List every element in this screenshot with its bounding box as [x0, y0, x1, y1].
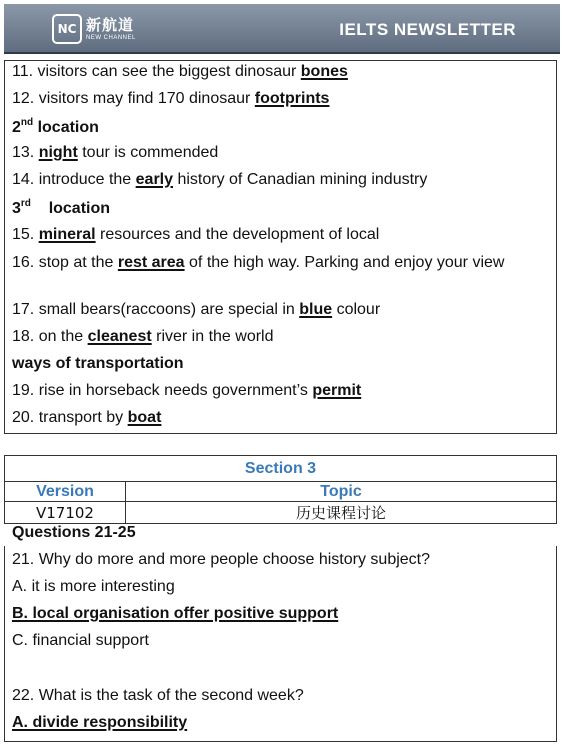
- answer-11: 11. visitors can see the biggest dinosaur bones: [12, 63, 348, 80]
- question-21-option-a: A. it is more interesting: [12, 578, 175, 595]
- answer-16: 16. stop at the rest area of the high way. Parking and enjoy your view: [12, 254, 505, 271]
- answer-14: 14. introduce the early history of Canadian mining industry: [12, 171, 428, 188]
- answers-box: [4, 60, 557, 434]
- answer-17: 17. small bears(raccoons) are special in blue colour: [12, 301, 381, 318]
- answer-12: 12. visitors may find 170 dinosaur footprints: [12, 90, 330, 107]
- topic-value: 历史课程讨论: [126, 502, 557, 524]
- version-column-header: Version: [5, 482, 126, 502]
- questions-right-border: [556, 546, 557, 741]
- questions-heading: Questions 21-25: [12, 524, 136, 541]
- answer-19: 19. rise in horseback needs government’s permit: [12, 382, 362, 399]
- transportation-heading: ways of transportation: [12, 355, 184, 372]
- question-21-option-b: B. local organisation offer positive support: [12, 605, 339, 622]
- answer-15: 15. mineral resources and the development of local: [12, 226, 380, 243]
- answer-20: 20. transport by boat: [12, 409, 162, 426]
- answer-18: 18. on the cleanest river in the world: [12, 328, 274, 345]
- location-2-heading: 2nd location: [12, 117, 99, 136]
- location-3-heading: 3rd location: [12, 198, 111, 217]
- logo-badge-icon: NC: [52, 14, 82, 44]
- question-21: 21. Why do more and more people choose history subject?: [12, 551, 431, 568]
- question-21-option-c: C. financial support: [12, 632, 149, 649]
- new-channel-logo: [52, 14, 136, 44]
- logo-english-text: NEW CHANNEL: [86, 34, 136, 41]
- questions-left-border: [4, 546, 5, 741]
- bottom-border: [4, 741, 557, 742]
- logo-chinese-text: 新航道: [86, 15, 135, 34]
- section-3-title: Section 3: [5, 456, 557, 482]
- question-22: 22. What is the task of the second week?: [12, 687, 304, 704]
- newsletter-header: [4, 4, 560, 54]
- version-value: V17102: [5, 502, 126, 524]
- answer-13: 13. night tour is commended: [12, 144, 219, 161]
- topic-column-header: Topic: [126, 482, 557, 502]
- newsletter-title: IELTS NEWSLETTER: [339, 20, 516, 39]
- question-22-option-a: A. divide responsibility: [12, 714, 188, 731]
- section-3-table: [4, 455, 557, 524]
